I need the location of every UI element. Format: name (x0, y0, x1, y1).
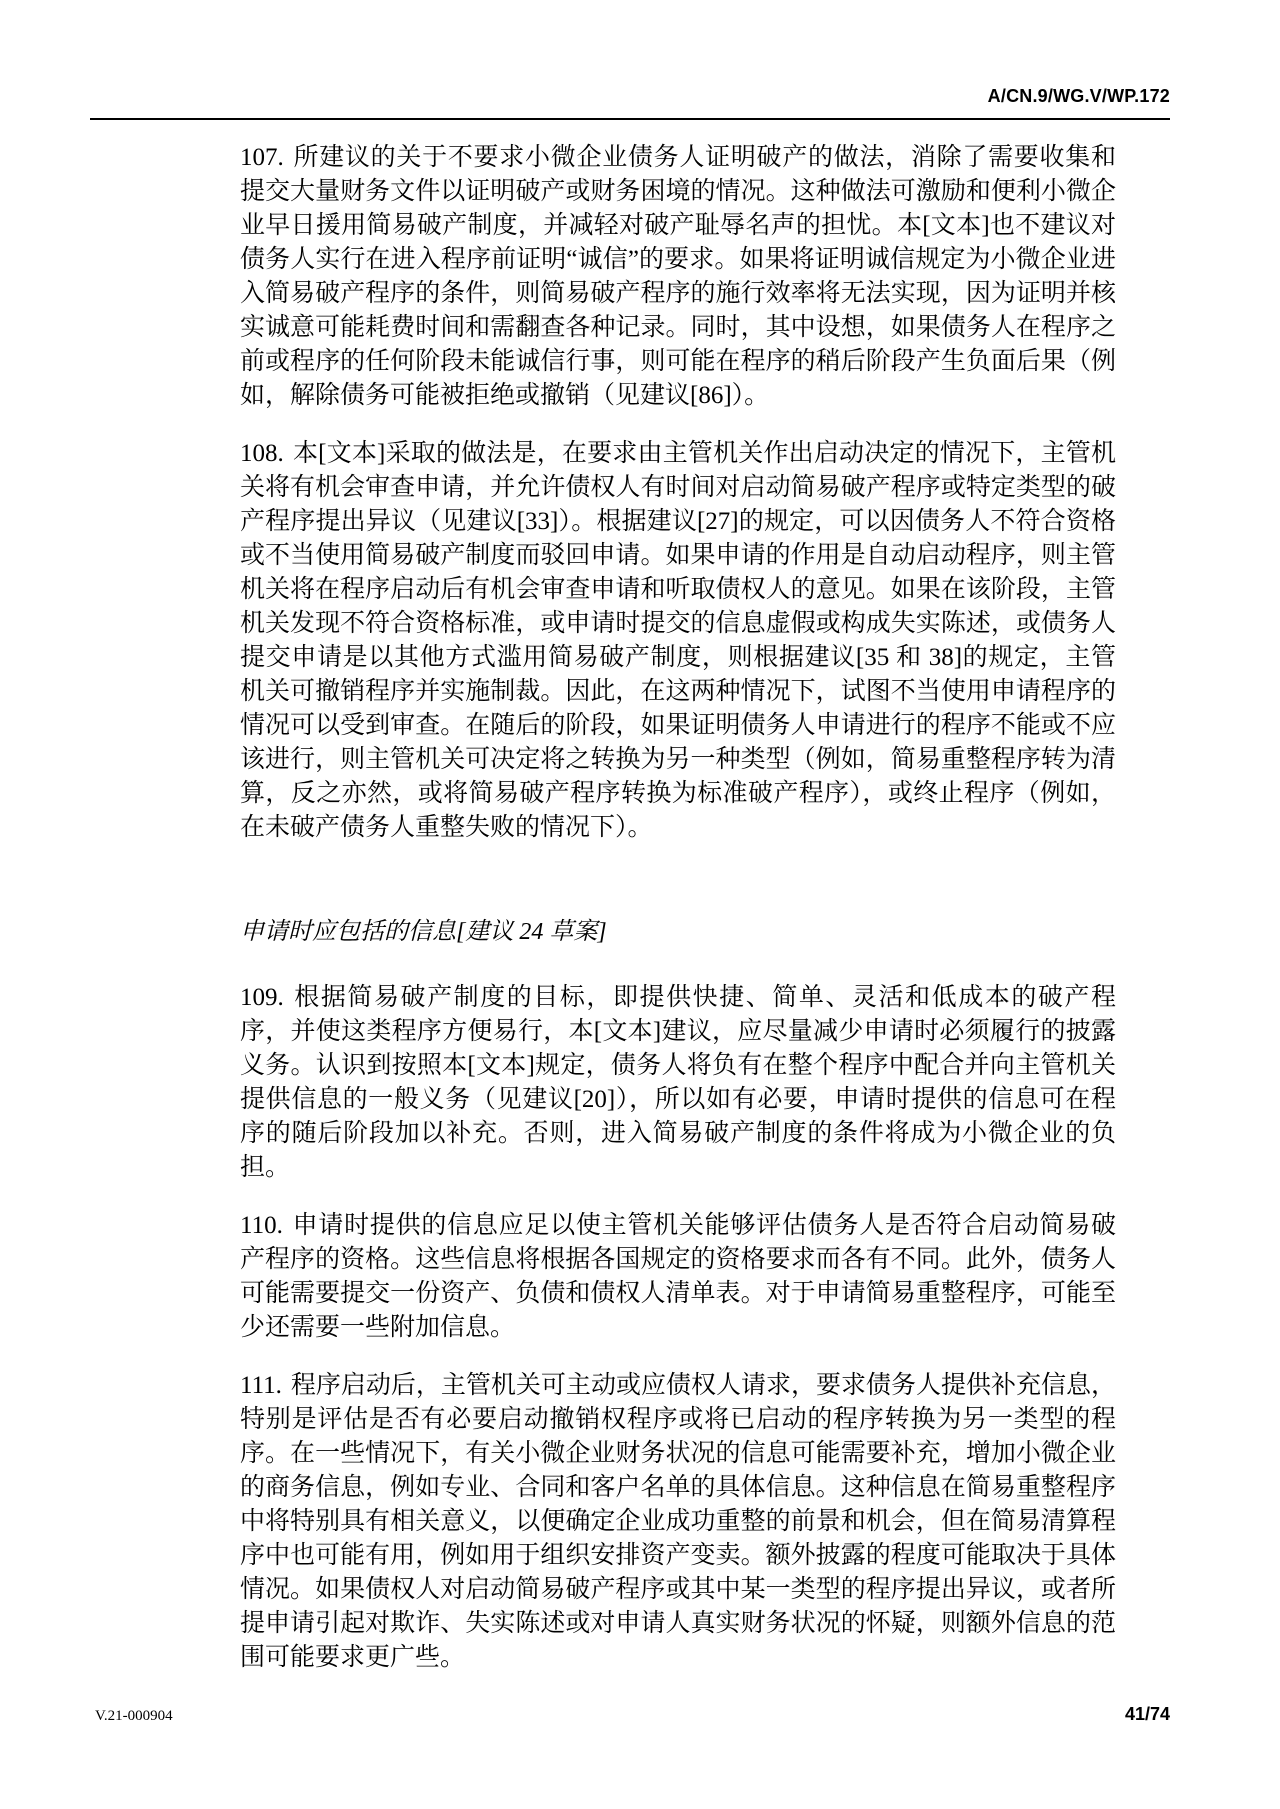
document-symbol: A/CN.9/WG.V/WP.172 (987, 86, 1170, 106)
paragraph-text: 申请时提供的信息应足以使主管机关能够评估债务人是否符合启动简易破产程序的资格。这些信息将根据各国规定的资格要求而各有不同。此外，债务人可能需要提交一份资产、负债和债权人清单表。对于申请简易重整程序，可能至少还需要一些附加信息。 (240, 1212, 1116, 1341)
paragraph-number: 110. (240, 1212, 283, 1239)
paragraph-number: 108. (240, 440, 284, 467)
paragraph-number: 107. (240, 144, 284, 171)
paragraph-number: 111. (240, 1372, 282, 1399)
paragraph-number: 109. (240, 984, 284, 1011)
paragraph-108 (240, 437, 1116, 845)
header-rule (90, 118, 1170, 120)
paragraph-text: 所建议的关于不要求小微企业债务人证明破产的做法，消除了需要收集和提交大量财务文件以证明破产或财务困境的情况。这种做法可激励和便利小微企业早日援用简易破产制度，并减轻对破产耻辱名声的担忧。本[文本]也不建议对债务人实行在进入程序前证明“诚信”的要求。如果将证明诚信规定为小微企业进入简易破产程序的条件，则简易破产程序的施行效率将无法实现，因为证明并核实诚意可能耗费时间和需翻查各种记录。同时，其中设想，如果债务人在程序之前或程序的任何阶段未能诚信行事，则可能在程序的稍后阶段产生负面后果（例如，解除债务可能被拒绝或撤销（见建议[86]）。 (240, 144, 1116, 409)
paragraph-text: 程序启动后，主管机关可主动或应债权人请求，要求债务人提供补充信息，特别是评估是否有必要启动撤销权程序或将已启动的程序转换为另一类型的程序。在一些情况下，有关小微企业财务状况的信息可能需要补充，增加小微企业的商务信息，例如专业、合同和客户名单的具体信息。这种信息在简易重整程序中将特别具有相关意义，以便确定企业成功重整的前景和机会，但在简易清算程序中也可能有用，例如用于组织安排资产变卖。额外披露的程度可能取决于具体情况。如果债权人对启动简易破产程序或其中某一类型的程序提出异议，或者所提申请引起对欺诈、失实陈述或对申请人真实财务状况的怀疑，则额外信息的范围可能要求更广些。 (240, 1372, 1116, 1671)
paragraph-107 (240, 141, 1116, 413)
document-body (240, 141, 1116, 1699)
paragraph-109 (240, 981, 1116, 1185)
paragraph-110 (240, 1209, 1116, 1345)
section-heading-recommendation-24: 申请时应包括的信息[建议 24 草案] (240, 919, 607, 945)
paragraph-text: 本[文本]采取的做法是，在要求由主管机关作出启动决定的情况下，主管机关将有机会审查申请，并允许债权人有时间对启动简易破产程序或特定类型的破产程序提出异议（见建议[33]）。根据建议[27]的规定，可以因债务人不符合资格或不当使用简易破产制度而驳回申请。如果申请的作用是自动启动程序，则主管机关将在程序启动后有机会审查申请和听取债权人的意见。如果在该阶段，主管机关发现不符合资格标准，或申请时提交的信息虚假或构成失实陈述，或债务人提交申请是以其他方式滥用简易破产制度，则根据建议[35 和 38]的规定，主管机关可撤销程序并实施制裁。因此，在这两种情况下，试图不当使用申请程序的情况可以受到审查。在随后的阶段，如果证明债务人申请进行的程序不能或不应该进行，则主管机关可决定将之转换为另一种类型（例如，简易重整程序转为清算，反之亦然，或将简易破产程序转换为标准破产程序），或终止程序（例如，在未破产债务人重整失败的情况下）。 (240, 440, 1116, 841)
footer-page-number: 41/74 (1124, 1704, 1170, 1724)
footer-job-number: V.21-000904 (95, 1708, 173, 1724)
paragraph-111 (240, 1369, 1116, 1675)
paragraph-text: 根据简易破产制度的目标，即提供快捷、简单、灵活和低成本的破产程序，并使这类程序方便易行，本[文本]建议，应尽量减少申请时必须履行的披露义务。认识到按照本[文本]规定，债务人将负有在整个程序中配合并向主管机关提供信息的一般义务（见建议[20]），所以如有必要，申请时提供的信息可在程序的随后阶段加以补充。否则，进入简易破产制度的条件将成为小微企业的负担。 (240, 984, 1116, 1181)
